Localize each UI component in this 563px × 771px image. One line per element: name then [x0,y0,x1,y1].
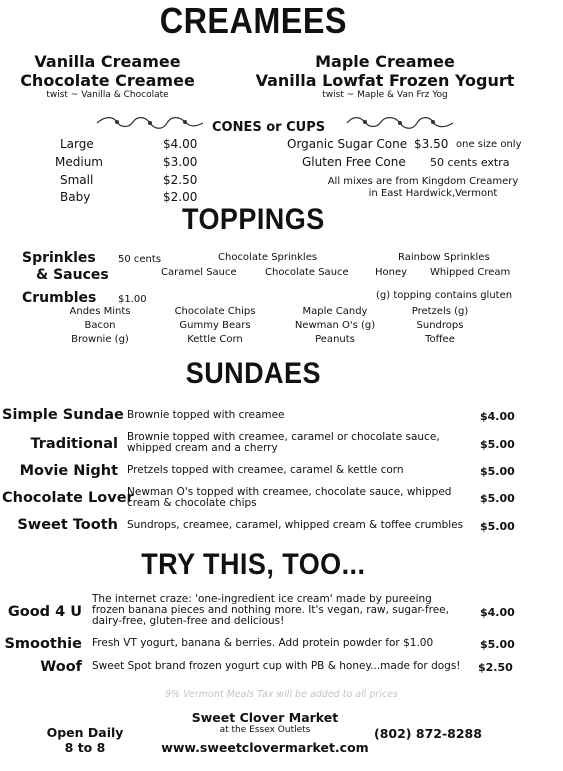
flavor-right-twist: twist ~ Maple & Van Frz Yog [322,90,448,100]
sundae-movie-night-price: $5.00 [480,465,515,478]
sundae-sweet-tooth-name: Sweet Tooth [17,517,118,533]
sundae-traditional-name: Traditional [30,436,118,452]
toppings-title: TOPPINGS [182,203,325,236]
size-large: Large [60,137,94,151]
topping-whipped-cream: Whipped Cream [430,267,511,278]
try-good4u-desc: The internet craze: 'one-ingredient ice cream' made by pureeing frozen banana pieces and nothing more. It's vegan, raw, sugar-free, dairy-free, gluten-free and delicious! [92,593,449,627]
topping-honey: Honey [375,267,408,278]
try-smoothie-name: Smoothie [4,636,82,652]
try-title: TRY THIS, TOO... [141,548,366,581]
topping-caramel-sauce: Caramel Sauce [161,267,237,278]
sundae-simple-name: Simple Sundae [2,407,124,423]
size-large-price: $4.00 [163,137,198,151]
size-small-price: $2.50 [163,173,198,187]
sundae-sweet-tooth-desc: Sundrops, creamee, caramel, whipped cream & toffee crumbles [127,519,464,531]
sundae-simple-price: $4.00 [480,410,515,423]
cone-organic-price: $3.50 [414,137,449,151]
flavor-vanilla: Vanilla Creamee [34,52,181,71]
sundae-movie-night-desc: Pretzels topped with creamee, caramel & kettle corn [127,464,404,476]
sundae-simple-desc: Brownie topped with creamee [127,409,285,421]
sundae-chocolate-lover-price: $5.00 [480,492,515,505]
flavor-frozen-yogurt: Vanilla Lowfat Frozen Yogurt [255,71,515,90]
footer-hours [35,725,135,755]
sundae-traditional-desc: Brownie topped with creamee, caramel or chocolate sauce, whipped cream and a cherry [127,431,440,454]
try-woof-price: $2.50 [478,661,513,674]
topping-chocolate-sauce: Chocolate Sauce [265,267,349,278]
footer-website[interactable]: www.sweetclovermarket.com [161,740,369,755]
sundae-traditional-price: $5.00 [480,438,515,451]
footer-market-name: Sweet Clover Market [191,710,339,725]
footer-hours-line1: Open Daily [46,725,124,740]
footer-market [150,710,380,755]
ornament-right-icon [345,114,455,132]
crumble-sundrops: Sundrops [416,320,464,331]
crumble-kettle-corn: Kettle Corn [187,334,243,345]
try-smoothie-desc: Fresh VT yogurt, banana & berries. Add protein powder for $1.00 [92,637,434,649]
size-baby: Baby [60,190,91,204]
sundae-movie-night-name: Movie Night [19,463,118,479]
crumble-brownie: Brownie (g) [71,334,129,345]
crumble-pretzels: Pretzels (g) [411,306,469,317]
mixes-note [318,176,528,200]
size-medium: Medium [55,155,103,169]
crumbles-label: Crumbles [22,290,97,306]
size-small: Small [60,173,94,187]
cone-gluten-free-price: 50 cents extra [430,156,510,169]
ornament-left-icon [95,114,205,132]
sundaes-title: SUNDAES [185,357,321,390]
crumble-andes: Andes Mints [69,306,131,317]
size-baby-price: $2.00 [163,190,198,204]
flavor-left-twist: twist ~ Vanilla & Chocolate [46,90,169,100]
mixes-note-line2: in East Hardwick,Vermont [368,188,498,199]
sprinkles-price: 50 cents [118,254,162,265]
flavor-maple: Maple Creamee [315,52,455,71]
cones-heading: CONES or CUPS [212,120,326,135]
sprinkles-label: Sprinkles [22,250,96,266]
try-smoothie-price: $5.00 [480,638,515,651]
topping-rainbow-sprinkles: Rainbow Sprinkles [398,252,490,263]
sauces-label: & Sauces [36,267,109,283]
footer-hours-line2: 8 to 8 [64,740,106,755]
gluten-note: (g) topping contains gluten [376,290,513,301]
crumble-toffee: Toffee [425,334,455,345]
sundae-sweet-tooth-price: $5.00 [480,520,515,533]
try-good4u-name: Good 4 U [7,604,82,620]
footer-phone: (802) 872-8288 [374,726,482,741]
sundae-chocolate-lover-desc: Newman O's topped with creamee, chocolate sauce, whipped cream & chocolate chips [127,486,452,509]
crumble-peanuts: Peanuts [315,334,355,345]
try-woof-name: Woof [40,659,82,675]
try-good4u-price: $4.00 [480,606,515,619]
tax-note: 9% Vermont Meals Tax will be added to all prices [164,689,398,700]
crumble-maple-candy: Maple Candy [302,306,368,317]
footer-market-location: at the Essex Outlets [219,725,311,735]
flavor-chocolate: Chocolate Creamee [20,71,195,90]
crumble-chocolate-chips: Chocolate Chips [174,306,256,317]
menu-title: CREAMEES [159,0,347,41]
cone-organic: Organic Sugar Cone [287,137,408,151]
size-medium-price: $3.00 [163,155,198,169]
topping-chocolate-sprinkles: Chocolate Sprinkles [218,252,318,263]
mixes-note-line1: All mixes are from Kingdom Creamery [327,176,519,187]
crumble-newman-os: Newman O's (g) [294,320,376,331]
crumble-gummy-bears: Gummy Bears [179,320,251,331]
cone-gluten-free: Gluten Free Cone [302,155,406,169]
flavors-right [240,52,530,100]
cone-organic-note: one size only [456,139,522,150]
flavors-left [20,52,195,100]
crumbles-price: $1.00 [118,294,147,305]
try-woof-desc: Sweet Spot brand frozen yogurt cup with PB & honey...made for dogs! [92,660,461,672]
crumble-bacon: Bacon [84,320,116,331]
sundae-chocolate-lover-name: Chocolate Lover [2,490,134,506]
